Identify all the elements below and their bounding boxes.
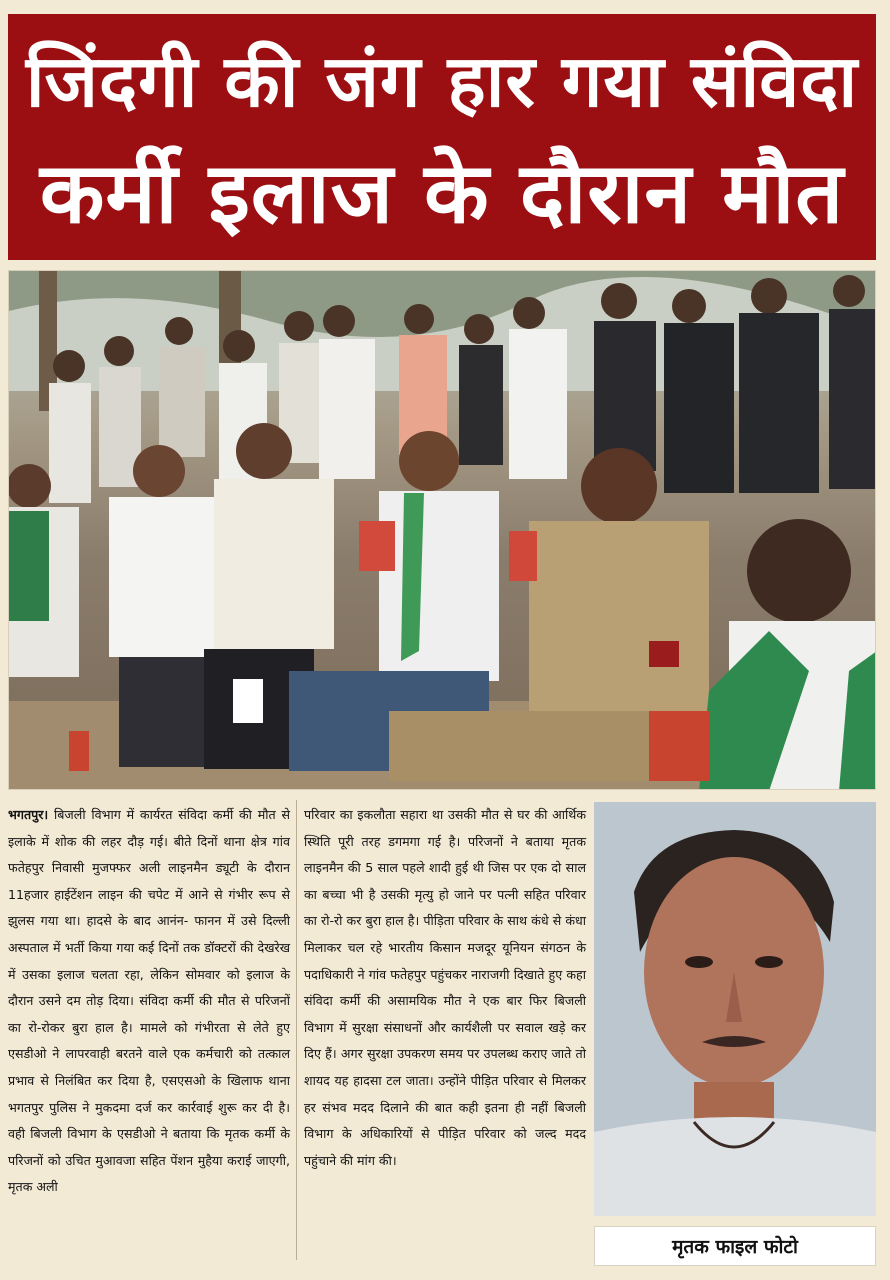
article-column-2-text: परिवार का इकलौता सहारा था उसकी मौत से घर की आर्थिक स्थिति पूरी तरह डगमगा गई है। परिजनों ने बताया मृतक लाइनमैन की 5 साल पहले शादी हुई थी जिस पर एक दो साल का बच्चा भी है उसकी मृत्यु हो जाने पर पत्नी सहित परिवार का रो-रो कर बुरा हाल है। पीड़िता परिवार के साथ कंधे से कंधा मिलाकर चल रहे भारतीय किसान मजदूर यूनियन संगठन के पदाधिकारी ने गांव फतेहपुर पहुंचकर नाराजगी दिखाते हुए कहा संविदा कर्मी की असामयिक मौत ने एक बार फिर बिजली विभाग में सुरक्षा संसाधनों और कार्यशैली पर सवाल खड़े कर दिए हैं। अगर सुरक्षा उपकरण समय पर उपलब्ध कराए जाते तो शायद यह हादसा टल जाता। उन्होंने पीड़ित परिवार से मिलकर हर संभव मदद दिलाने की बात कही इतना ही नहीं बिजली विभाग के अधिकारियों से पीड़ित परिवार को जल्द मदद पहुंचाने की मांग की। (304, 807, 586, 1168)
portrait-illustration (594, 802, 876, 1216)
deceased-file-photo (594, 802, 876, 1216)
article-column-2 (304, 800, 586, 1268)
article-column-1 (8, 800, 290, 1268)
main-news-photo (8, 270, 876, 790)
headline-line-1: जिंदगी की जंग हार गया संविदा (25, 39, 859, 123)
column-divider (296, 800, 297, 1260)
photo-caption: मृतक फाइल फोटो (594, 1226, 876, 1266)
article-body (8, 800, 586, 1268)
headline-line-2: कर्मी इलाज के दौरान मौत (39, 144, 845, 242)
headline-banner (8, 14, 876, 260)
article-column-1-text: बिजली विभाग में कार्यरत संविदा कर्मी की मौत से इलाके में शोक की लहर दौड़ गई। बीते दिनों थाना क्षेत्र गांव फतेहपुर निवासी मुजफ्फर अली लाइनमैन ड्यूटी के दौरान 11हजार हाईटेंशन लाइन की चपेट में आने से गंभीर रूप से झुलस गया था। हादसे के बाद आनंन- फानन में उसे दिल्ली अस्पताल में भर्ती किया गया कई दिनों तक डॉक्टरों की देखरेख में उसका इलाज चलता रहा, लेकिन सोमवार को इलाज के दौरान उसने दम तोड़ दिया। संविदा कर्मी की मौत से परिजनों का रो-रोकर बुरा हाल है। मामले को गंभीरता से लेते हुए एसडीओ ने लापरवाही बरतने वाले एक कर्मचारी को तत्काल प्रभाव से निलंबित कर दिया है, एसएसओ के खिलाफ थाना भगतपुर पुलिस ने मुकदमा दर्ज कर कार्रवाई शुरू कर दी है। वही बिजली विभाग के एसडीओ ने बताया कि मृतक कर्मी के परिजनों को उचित मुआवजा सहित पेंशन मुहैया कराई जाएगी, मृतक अली (8, 807, 290, 1195)
dateline: भगतपुर। (8, 807, 49, 822)
crowd-meeting-illustration (9, 271, 876, 790)
